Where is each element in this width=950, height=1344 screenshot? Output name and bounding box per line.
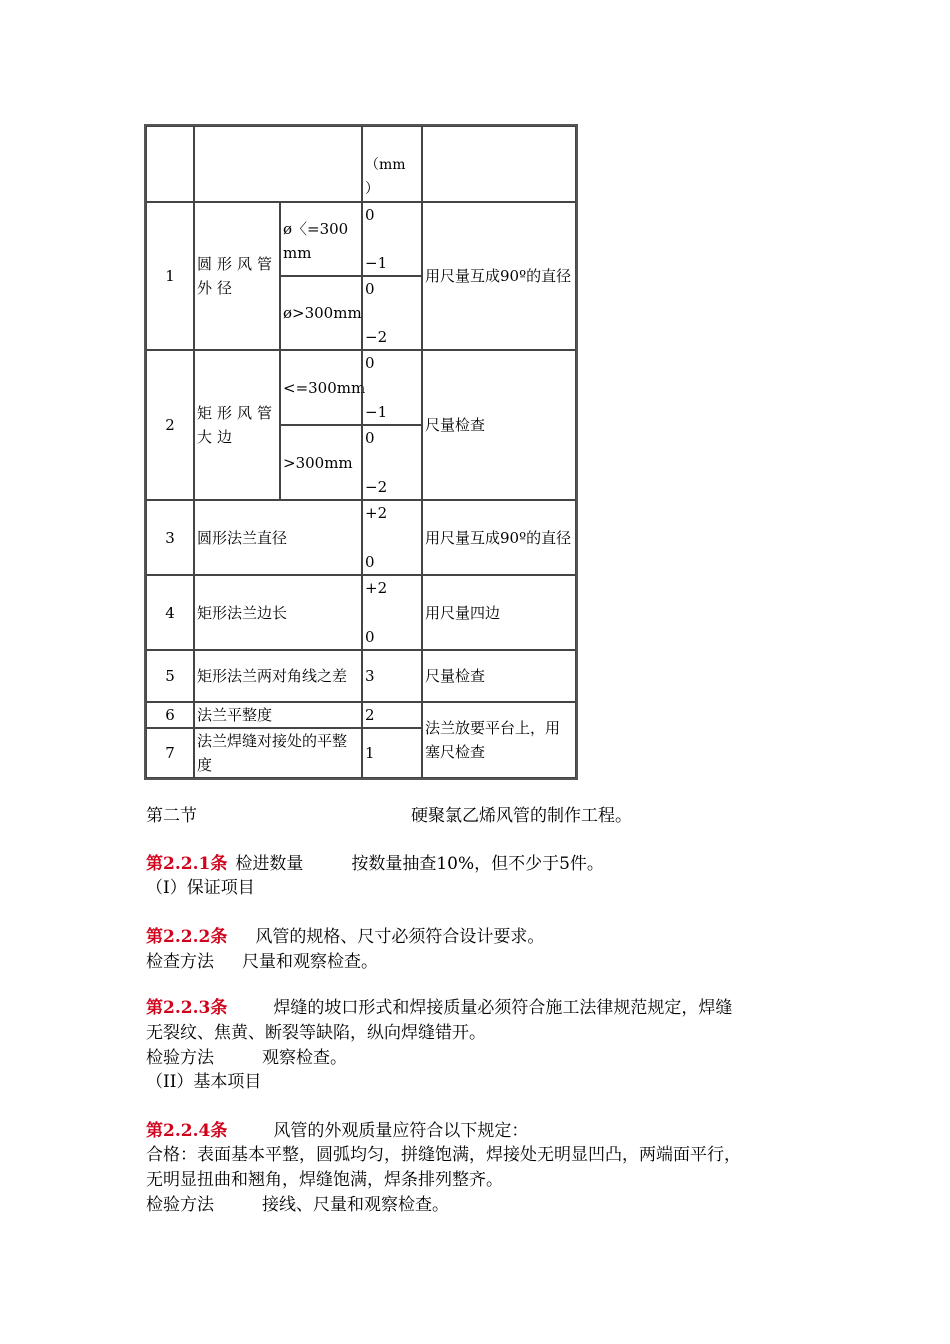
method-text: 接线、尺量和观察检查。 <box>262 1195 449 1215</box>
method-text: 尺量和观察检查。 <box>242 952 378 972</box>
row-7-item-text: 法兰焊缝对接处的平整度 <box>197 732 348 774</box>
clause-text: 风管的外观质量应符合以下规定： <box>273 1121 529 1141</box>
clause-2-2-3 <box>146 996 732 1020</box>
row-5-item-text: 矩形法兰两对角线之差 <box>197 667 348 685</box>
row-1-method-text: 用尺量互成90º的直径 <box>425 267 572 285</box>
clause-text: 风管的规格、尺寸必须符合设计要求。 <box>255 927 545 947</box>
row-4-tolerance <box>362 575 422 650</box>
row-5-number: 5 <box>146 650 194 702</box>
row-3-number: 3 <box>146 500 194 575</box>
clause-2-2-2 <box>146 925 544 949</box>
clause-number: 第2.2.1条 <box>146 854 228 874</box>
header-cell-item <box>194 126 362 202</box>
section-heading <box>146 804 632 828</box>
row-2b-upper: 0 <box>365 429 375 447</box>
row-6-item: 法兰平整度 <box>194 702 362 728</box>
clause-title: 检进数量 <box>235 854 304 874</box>
section-label: 第二节 <box>146 806 197 826</box>
row-1a-lower: −1 <box>365 254 388 272</box>
row-6-number: 6 <box>146 702 194 728</box>
row-2b-lower: −2 <box>365 478 388 496</box>
row-5-method: 尺量检查 <box>422 650 576 702</box>
row-2a-upper: 0 <box>365 354 375 372</box>
row-4-number: 4 <box>146 575 194 650</box>
row-1b-lower: −2 <box>365 328 388 346</box>
quality-line-1: 合格：表面基本平整，圆弧均匀，拼缝饱满，焊接处无明显凹凸，两端面平行， <box>146 1145 741 1165</box>
method-label: 检验方法 <box>146 1195 214 1215</box>
row-6-7-method-text: 法兰放要平台上，用塞尺检查 <box>425 719 561 761</box>
method-2-2-2 <box>146 950 378 974</box>
quality-line-2: 无明显扭曲和翘角，焊缝饱满，焊条排列整齐。 <box>146 1170 503 1190</box>
row-2a-tolerance <box>362 350 422 425</box>
clause-number: 第2.2.3条 <box>146 998 228 1018</box>
row-4-method: 用尺量四边 <box>422 575 576 650</box>
row-1a-upper: 0 <box>365 206 375 224</box>
row-2b-condition: >300mm <box>280 425 362 500</box>
header-cell-method <box>422 126 576 202</box>
method-2-2-4 <box>146 1193 449 1217</box>
row-1b-upper: 0 <box>365 280 375 298</box>
row-3-method-text: 用尺量互成90º的直径 <box>425 528 572 547</box>
row-1b-tolerance <box>362 276 422 350</box>
row-2a-condition: <=300mm <box>280 350 362 425</box>
row-4-lower: 0 <box>365 628 375 646</box>
row-3-lower: 0 <box>365 553 375 571</box>
method-label: 检验方法 <box>146 1048 214 1068</box>
row-1a-tolerance <box>362 202 422 276</box>
row-2a-lower: −1 <box>365 403 388 421</box>
row-1-number: 1 <box>146 202 194 350</box>
row-7-number: 7 <box>146 728 194 778</box>
method-text: 观察检查。 <box>262 1048 347 1068</box>
row-1-item <box>194 202 280 350</box>
row-1b-condition: ø>300mm <box>280 276 362 350</box>
section-title: 硬聚氯乙烯风管的制作工程。 <box>411 806 632 826</box>
row-4-item: 矩形法兰边长 <box>194 575 362 650</box>
clause-number: 第2.2.4条 <box>146 1121 228 1141</box>
clause-number: 第2.2.2条 <box>146 927 228 947</box>
subsection-basic: （II）基本项目 <box>146 1072 262 1092</box>
method-2-2-3 <box>146 1046 347 1070</box>
row-3-method <box>422 500 576 575</box>
row-2-number: 2 <box>146 350 194 500</box>
row-1-method <box>422 202 576 350</box>
row-4-upper: +2 <box>365 579 388 597</box>
row-3-tolerance <box>362 500 422 575</box>
row-2-method: 尺量检查 <box>422 350 576 500</box>
subsection-guarantee: （I）保证项目 <box>146 878 255 898</box>
row-2b-tolerance <box>362 425 422 500</box>
row-2-item-text: 矩形风管大边 <box>197 404 278 446</box>
row-7-item <box>194 728 362 778</box>
row-3-item: 圆形法兰直径 <box>194 500 362 575</box>
clause-2-2-1 <box>146 852 604 876</box>
clause-text: 焊缝的坡口形式和焊接质量必须符合施工法律规范规定，焊缝 <box>273 998 733 1018</box>
row-6-7-method <box>422 702 576 778</box>
row-1a-condition: ø〈=300mm <box>280 202 362 276</box>
clause-2-2-3-cont: 无裂纹、焦黄、断裂等缺陷，纵向焊缝错开。 <box>146 1023 486 1043</box>
row-3-upper: +2 <box>365 504 388 522</box>
clause-text: 按数量抽查10%，但不少于5件。 <box>351 854 604 874</box>
row-7-value: 1 <box>362 728 422 778</box>
inspection-table <box>144 124 578 780</box>
row-1-item-text: 圆形风管外径 <box>197 255 278 297</box>
header-cell-unit: （mm ） <box>362 126 422 202</box>
clause-2-2-4 <box>146 1119 528 1143</box>
row-2-item <box>194 350 280 500</box>
row-5-item <box>194 650 362 702</box>
method-label: 检查方法 <box>146 952 214 972</box>
row-6-value: 2 <box>362 702 422 728</box>
header-cell-no <box>146 126 194 202</box>
row-5-value: 3 <box>362 650 422 702</box>
